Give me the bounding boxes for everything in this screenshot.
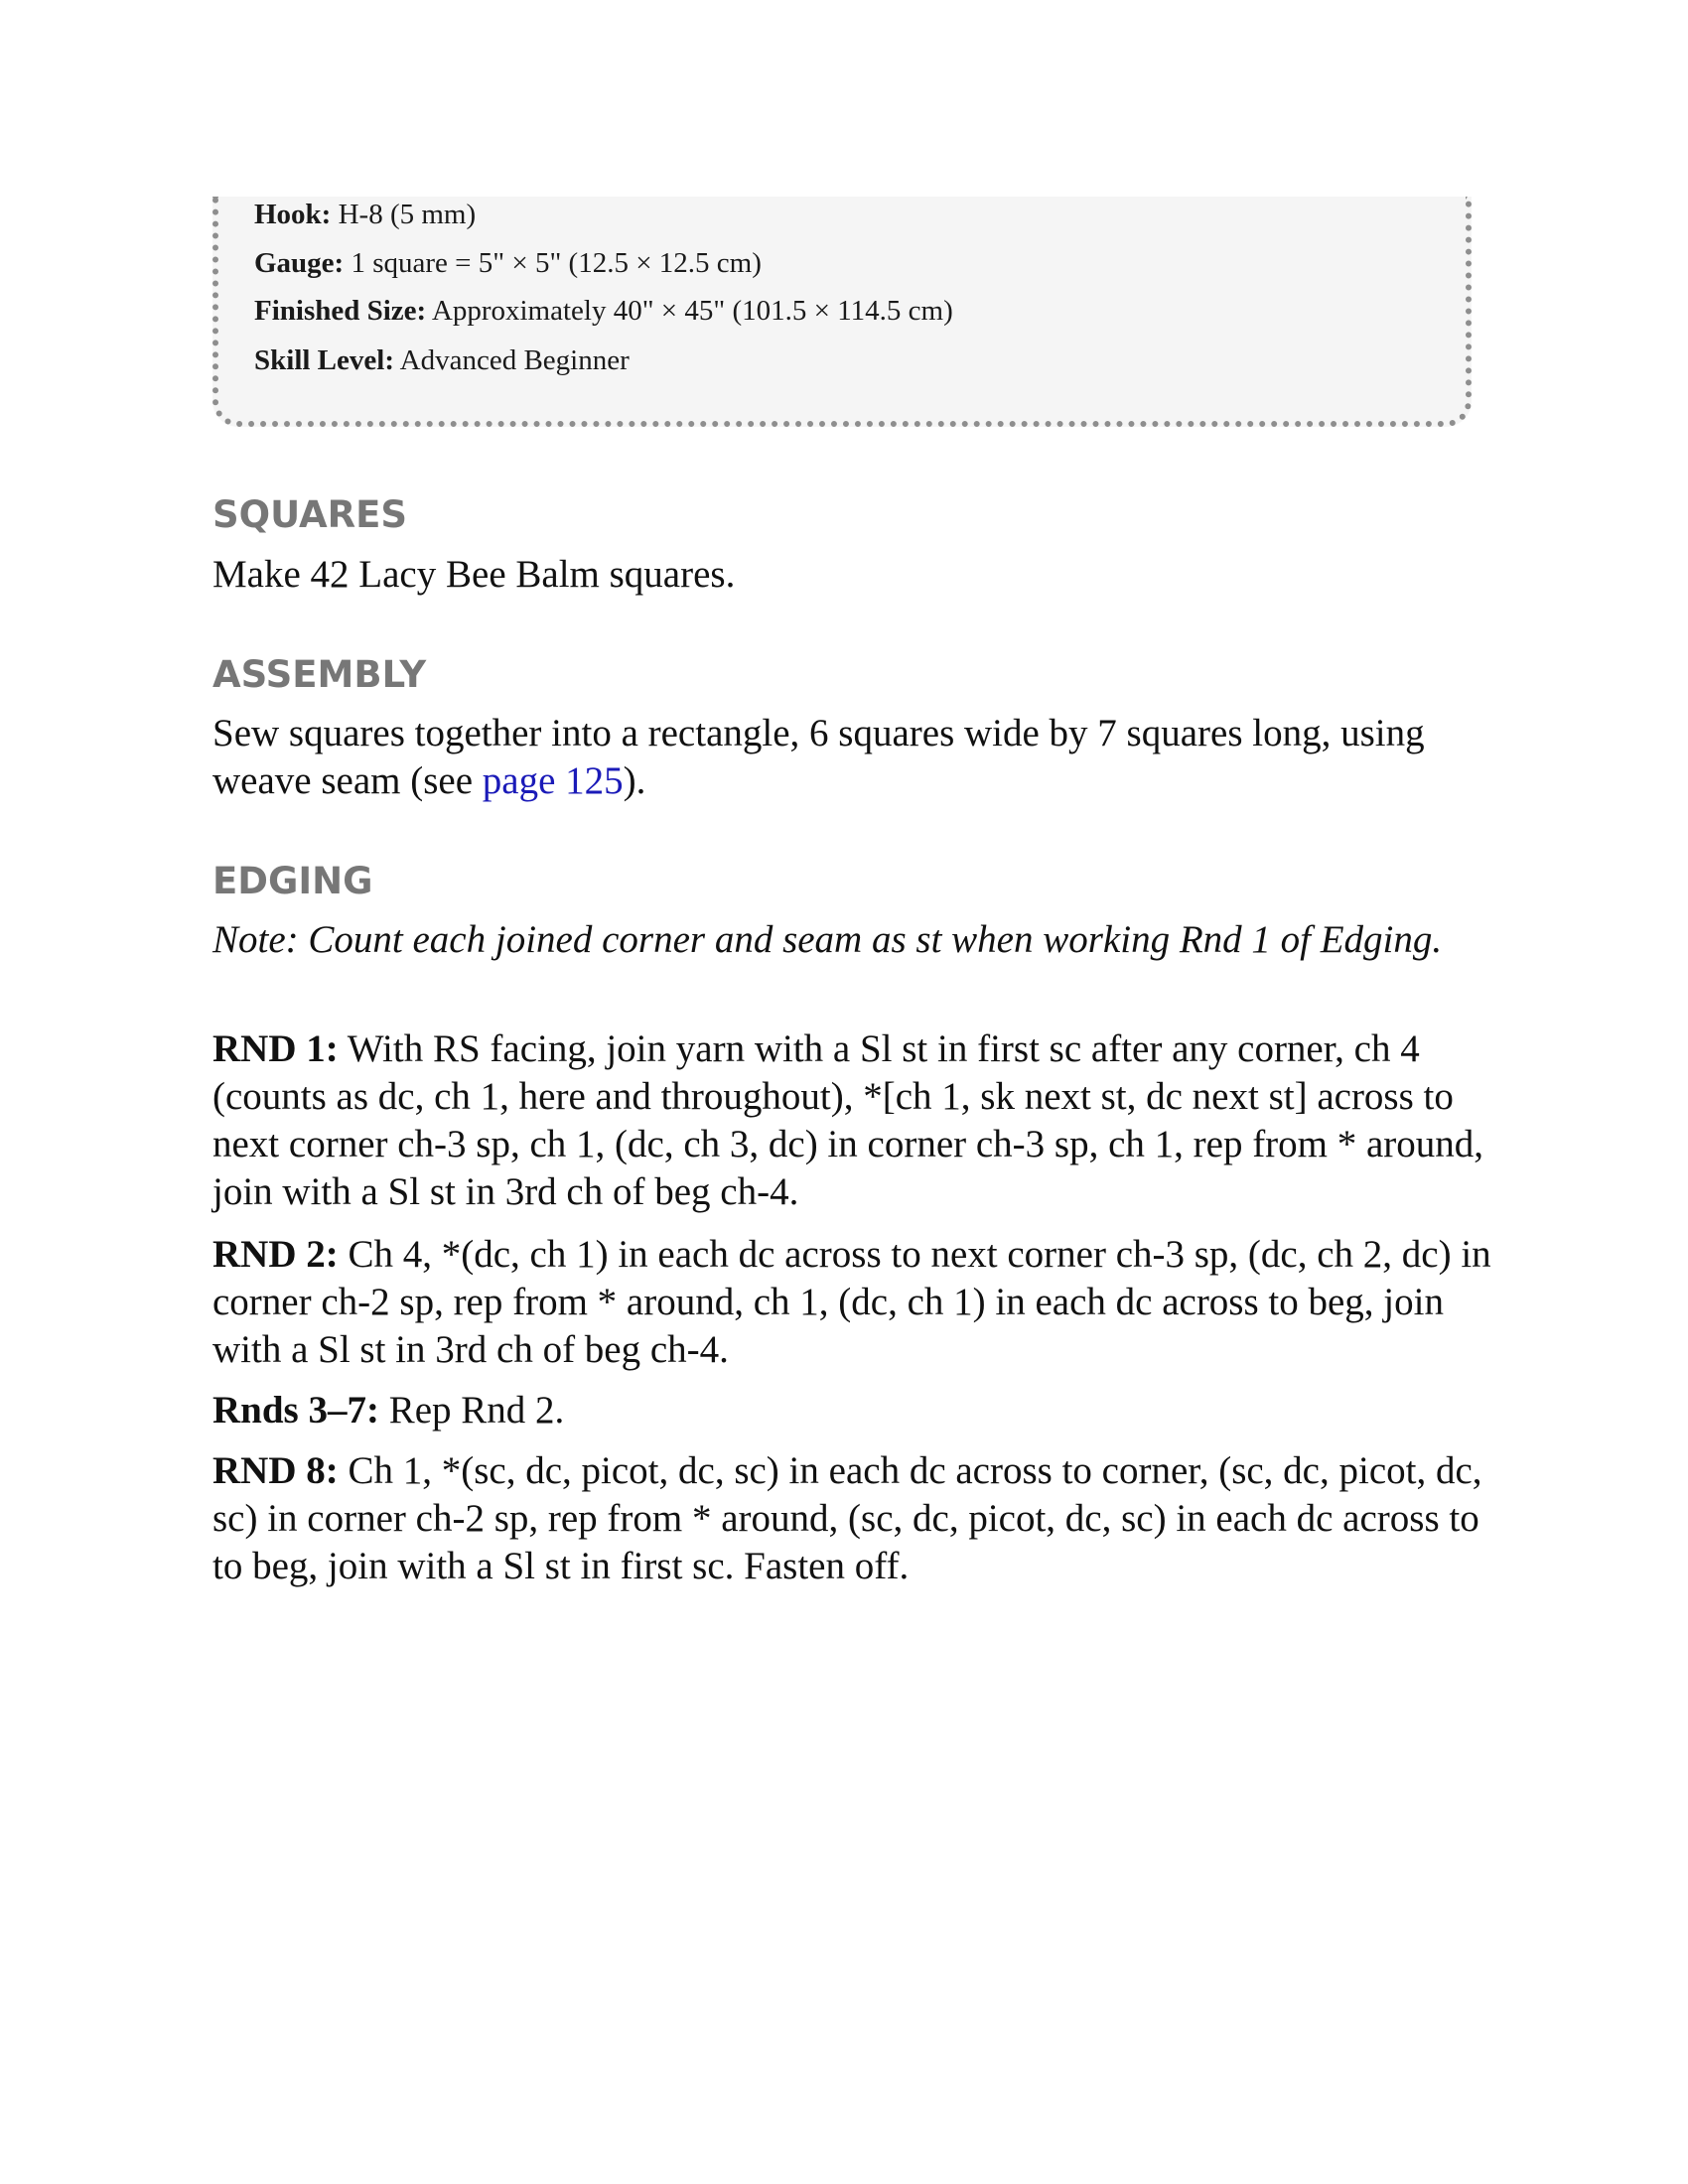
round-label: RND 2:	[212, 1233, 339, 1276]
page-link[interactable]: page 125	[482, 759, 624, 802]
round-text: Ch 4, *(dc, ch 1) in each dc across to next corner ch-3 sp, (dc, ch 2, dc) in corner ch-2 sp, rep from * around, ch 1, (dc, ch 1) in each dc across to beg, join with a Sl st in 3rd ch of beg ch-4.	[212, 1233, 1491, 1371]
spec-label: Hook:	[254, 199, 332, 230]
round-text: With RS facing, join yarn with a Sl st in first sc after any corner, ch 4 (counts as dc, ch 1, here and throughout), *[ch 1, sk next st, dc next st] across to next corner ch-3 sp, ch 1, (dc, ch 3, dc) in corner ch-3 sp, ch 1, rep from * around, join with a Sl st in 3rd ch of beg ch-4.	[212, 1027, 1484, 1213]
round-label: RND 1:	[212, 1027, 339, 1070]
round-label: Rnds 3–7:	[212, 1389, 379, 1432]
rounds-3-7	[212, 1387, 1493, 1434]
spec-finished-size	[254, 297, 953, 326]
round-label: RND 8:	[212, 1449, 339, 1492]
spec-label: Skill Level:	[254, 344, 394, 376]
spec-value: H-8 (5 mm)	[338, 199, 477, 230]
round-text: Rep Rnd 2.	[388, 1389, 565, 1432]
round-2	[212, 1231, 1493, 1374]
spec-label: Finished Size:	[254, 295, 427, 327]
round-8	[212, 1447, 1493, 1590]
round-1	[212, 1025, 1493, 1216]
spec-value: Advanced Beginner	[399, 344, 630, 376]
spec-hook	[254, 201, 476, 229]
assembly-text	[212, 710, 1493, 805]
materials-box	[212, 197, 1472, 427]
spec-value: 1 square = 5" × 5" (12.5 × 12.5 cm)	[351, 247, 762, 279]
round-text: Ch 1, *(sc, dc, picot, dc, sc) in each dc across to corner, (sc, dc, picot, dc, sc) in corner ch-2 sp, rep from * around, (sc, dc, picot, dc, sc) in each dc across to to beg, join with a Sl st in first sc. Fasten off.	[212, 1449, 1482, 1587]
assembly-text-after: ).	[623, 759, 646, 802]
assembly-text-before: Sew squares together into a rectangle, 6 squares wide by 7 squares long, using weave seam (see	[212, 712, 1425, 802]
edging-heading: EDGING	[212, 860, 373, 902]
edging-note: Note: Count each joined corner and seam as st when working Rnd 1 of Edging.	[212, 918, 1443, 961]
spec-label: Gauge:	[254, 247, 345, 279]
squares-text: Make 42 Lacy Bee Balm squares.	[212, 553, 736, 596]
squares-heading: SQUARES	[212, 493, 408, 536]
assembly-heading: ASSEMBLY	[212, 653, 427, 696]
spec-skill-level	[254, 346, 630, 375]
spec-value: Approximately 40" × 45" (101.5 × 114.5 cm)	[431, 295, 953, 327]
spec-gauge	[254, 249, 762, 278]
